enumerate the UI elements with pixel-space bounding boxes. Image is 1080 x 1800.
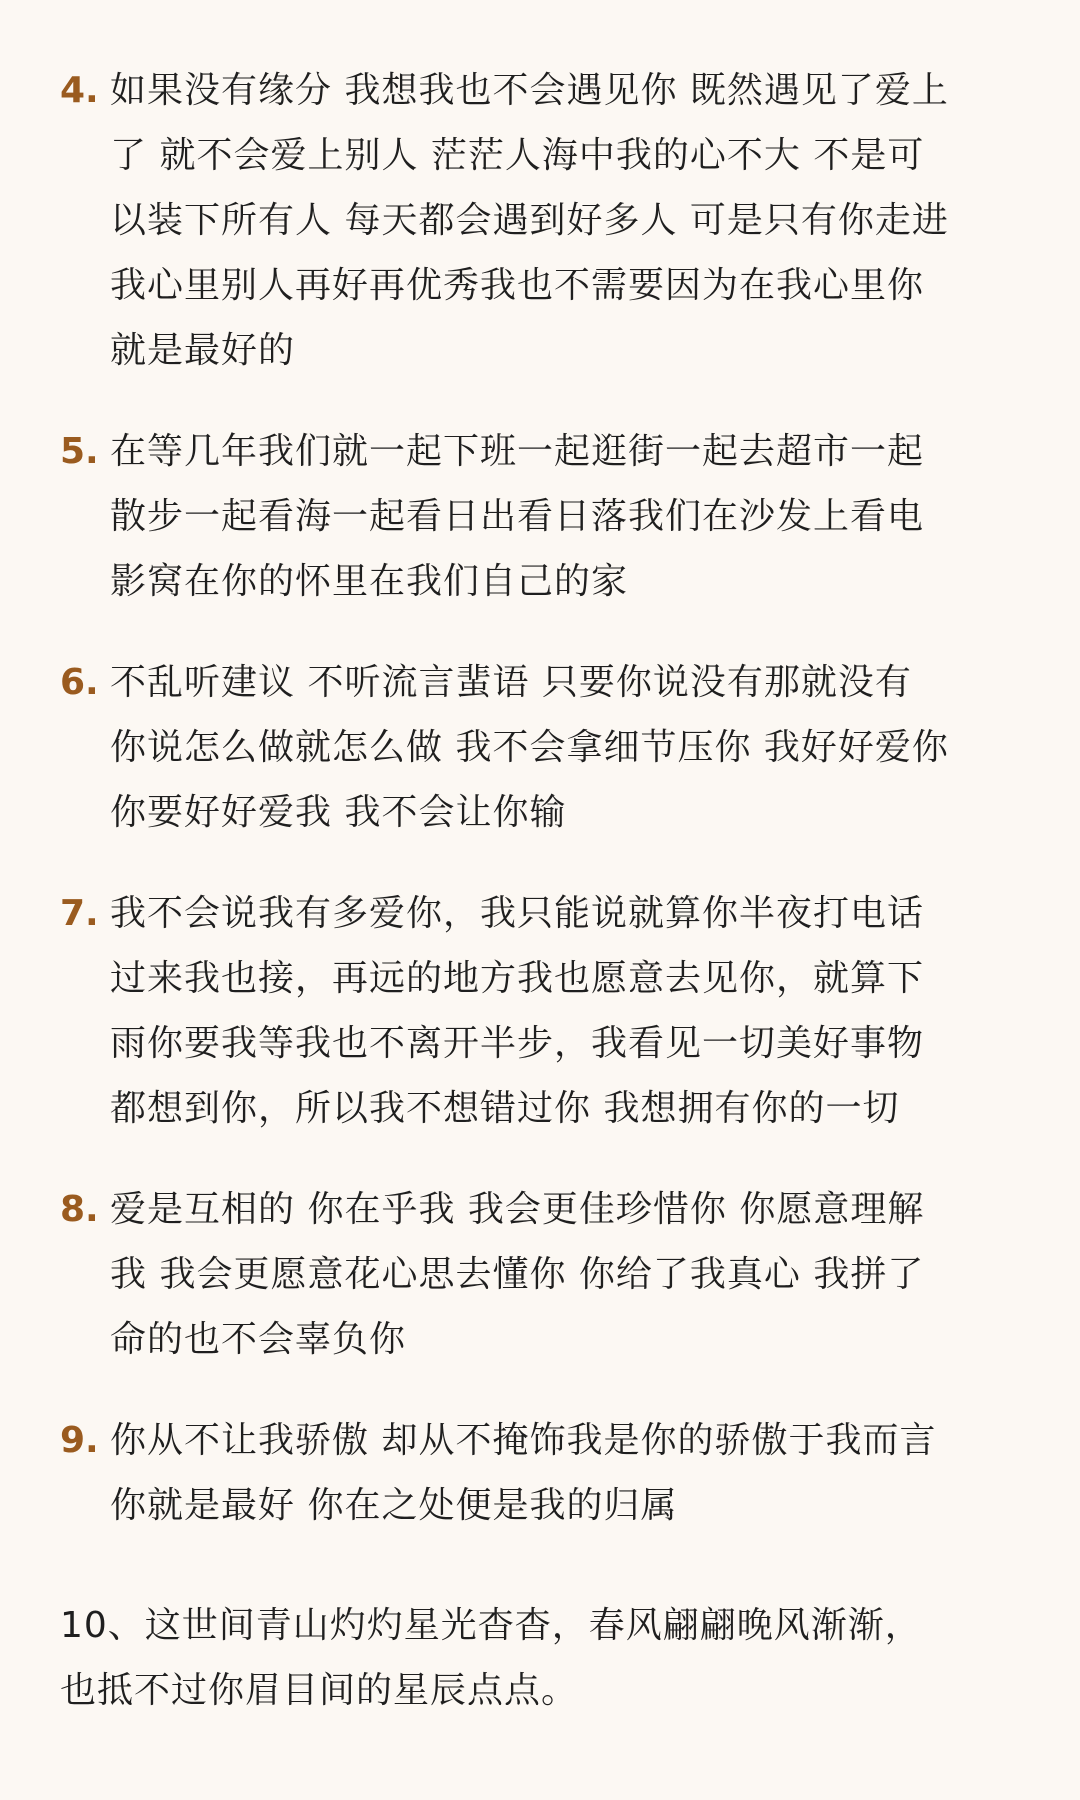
- item-text: [110, 1177, 1030, 1372]
- list-item-9: [60, 1408, 1030, 1538]
- text-line: 如果没有缘分 我想我也不会遇见你 既然遇见了爱上: [110, 70, 949, 111]
- text-line: 雨你要我等我也不离开半步，我看见一切美好事物: [110, 1023, 925, 1064]
- text-line: 我 我会更愿意花心思去懂你 你给了我真心 我拼了: [110, 1254, 925, 1295]
- text-line: 你就是最好 你在之处便是我的归属: [110, 1485, 678, 1526]
- item-text: [60, 1593, 1030, 1723]
- list-item-10: [60, 1593, 1030, 1723]
- item-text: [110, 881, 1030, 1141]
- list-item-4: [60, 58, 1030, 383]
- item-text: [110, 58, 1030, 383]
- text-line: 散步一起看海一起看日出看日落我们在沙发上看电: [110, 496, 925, 537]
- list-item-5: [60, 419, 1030, 614]
- item-text: [110, 1408, 1030, 1538]
- text-line: 都想到你，所以我不想错过你 我想拥有你的一切: [110, 1088, 900, 1129]
- text-line: 了 就不会爱上别人 茫茫人海中我的心不大 不是可: [110, 135, 925, 176]
- list-item-8: [60, 1177, 1030, 1372]
- text-line: 过来我也接，再远的地方我也愿意去见你，就算下: [110, 958, 925, 999]
- text-line: 以装下所有人 每天都会遇到好多人 可是只有你走进: [110, 200, 949, 241]
- article-content: [60, 58, 1030, 1759]
- item-text: [110, 650, 1030, 845]
- item-text: [110, 419, 1030, 614]
- item-number: 4.: [60, 70, 99, 111]
- item-number: 8.: [60, 1189, 99, 1230]
- text-line: 你说怎么做就怎么做 我不会拿细节压你 我好好爱你: [110, 727, 949, 768]
- item-number: 9.: [60, 1420, 99, 1461]
- item-number: 6.: [60, 662, 99, 703]
- text-line: 命的也不会辜负你: [110, 1319, 407, 1360]
- text-line: 不乱听建议 不听流言蜚语 只要你说没有那就没有: [110, 662, 912, 703]
- item-number: 5.: [60, 431, 99, 472]
- text-line: 你要好好爱我 我不会让你输: [110, 792, 567, 833]
- text-line: 你从不让我骄傲 却从不掩饰我是你的骄傲于我而言: [110, 1420, 937, 1461]
- text-line: 我心里别人再好再优秀我也不需要因为在我心里你: [110, 265, 925, 306]
- text-line: 10、这世间青山灼灼星光杳杳，春风翩翩晚风渐渐，: [60, 1605, 922, 1646]
- text-line: 在等几年我们就一起下班一起逛街一起去超市一起: [110, 431, 925, 472]
- item-number: 7.: [60, 893, 99, 934]
- list-item-6: [60, 650, 1030, 845]
- text-line: 我不会说我有多爱你，我只能说就算你半夜打电话: [110, 893, 925, 934]
- text-line: 就是最好的: [110, 330, 296, 371]
- text-line: 也抵不过你眉目间的星辰点点。: [60, 1670, 579, 1711]
- text-line: 爱是互相的 你在乎我 我会更佳珍惜你 你愿意理解: [110, 1189, 925, 1230]
- text-line: 影窝在你的怀里在我们自己的家: [110, 561, 629, 602]
- list-item-7: [60, 881, 1030, 1141]
